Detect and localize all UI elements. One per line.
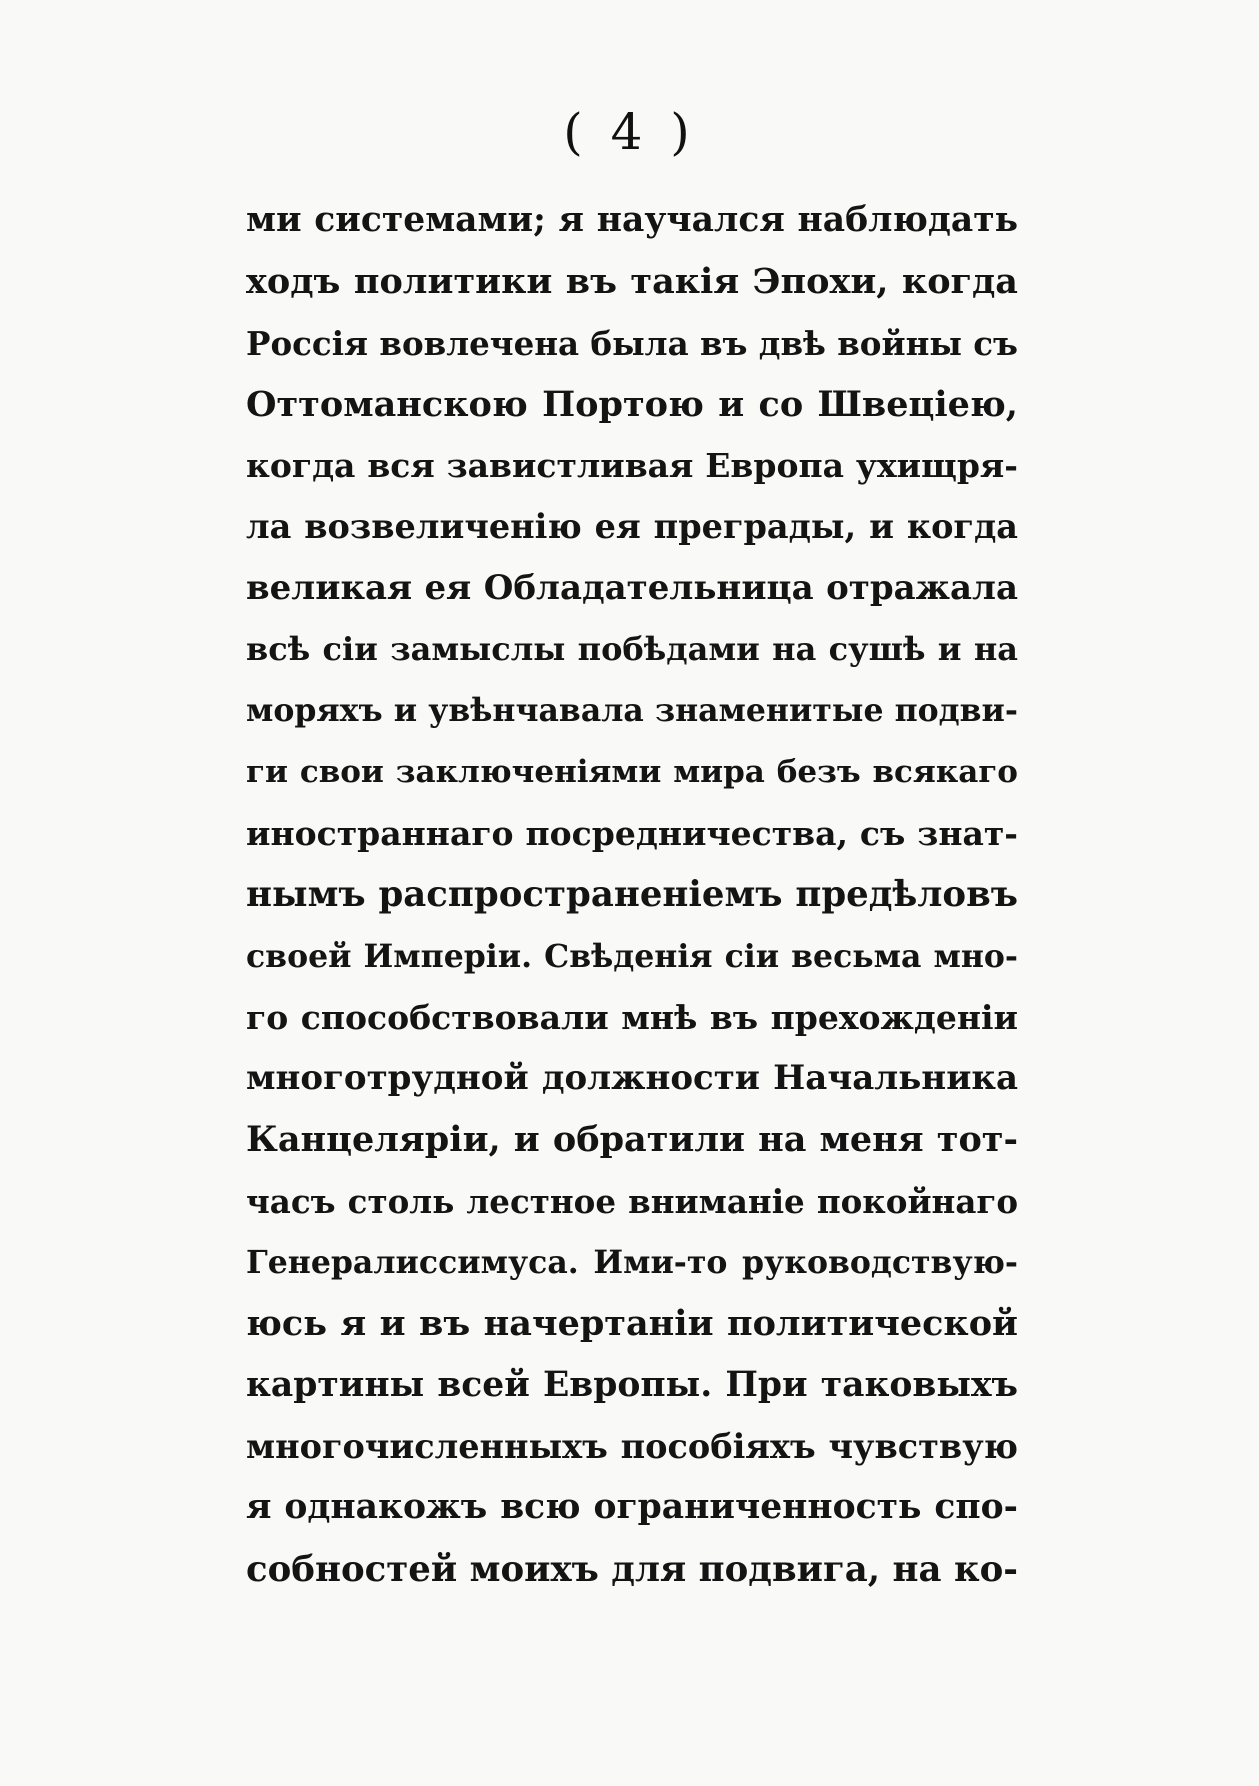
text-line: Россія вовлечена была въ двѣ войны съ [246, 323, 1018, 363]
page-number: ( 4 ) [563, 103, 696, 161]
text-line: нымъ распространеніемъ предѣловъ [246, 874, 1018, 916]
text-line: ла возвеличенію ея преграды, и когда [246, 507, 1018, 547]
text-line: моряхъ и увѣнчавала знаменитые подви- [246, 692, 1018, 730]
body-text [246, 190, 1018, 1600]
text-line: ходъ политики въ такія Эпохи, когда [246, 261, 1018, 303]
text-line: многочисленныхъ пособіяхъ чувствую [246, 1426, 1018, 1466]
text-line: го способствовали мнѣ въ прехожденіи [246, 997, 1018, 1037]
text-line: Генералиссимуса. Ими-то руководствую- [246, 1244, 1018, 1282]
text-line: Канцеляріи, и обратили на меня тот- [246, 1119, 1018, 1161]
text-line: ми системами; я научался наблюдать [246, 200, 1018, 240]
text-line: картины всей Европы. При таковыхъ [246, 1364, 1018, 1405]
text-line: своей Имперіи. Свѣденія сіи весьма мно- [246, 937, 1018, 975]
text-line: великая ея Обладательница отражала [246, 567, 1018, 608]
text-line: многотрудной должности Начальника [246, 1058, 1018, 1099]
text-line: юсь я и въ начертаніи политической [246, 1303, 1018, 1345]
text-line: я однакожъ всю ограниченность спо- [246, 1487, 1018, 1528]
text-line: когда вся завистливая Европа ухищря- [246, 446, 1018, 486]
text-line: ги свои заключеніями мира безъ всякаго [246, 753, 1018, 790]
text-line: собностей моихъ для подвига, на ко- [246, 1548, 1018, 1590]
text-line: иностраннаго посредничества, съ знат- [246, 813, 1018, 853]
text-line: часъ столь лестное вниманіе покойнаго [246, 1181, 1018, 1221]
text-line: всѣ сіи замыслы побѣдами на сушѣ и на [246, 630, 1018, 669]
text-line: Оттоманскою Портою и со Швеціею, [246, 383, 1018, 425]
